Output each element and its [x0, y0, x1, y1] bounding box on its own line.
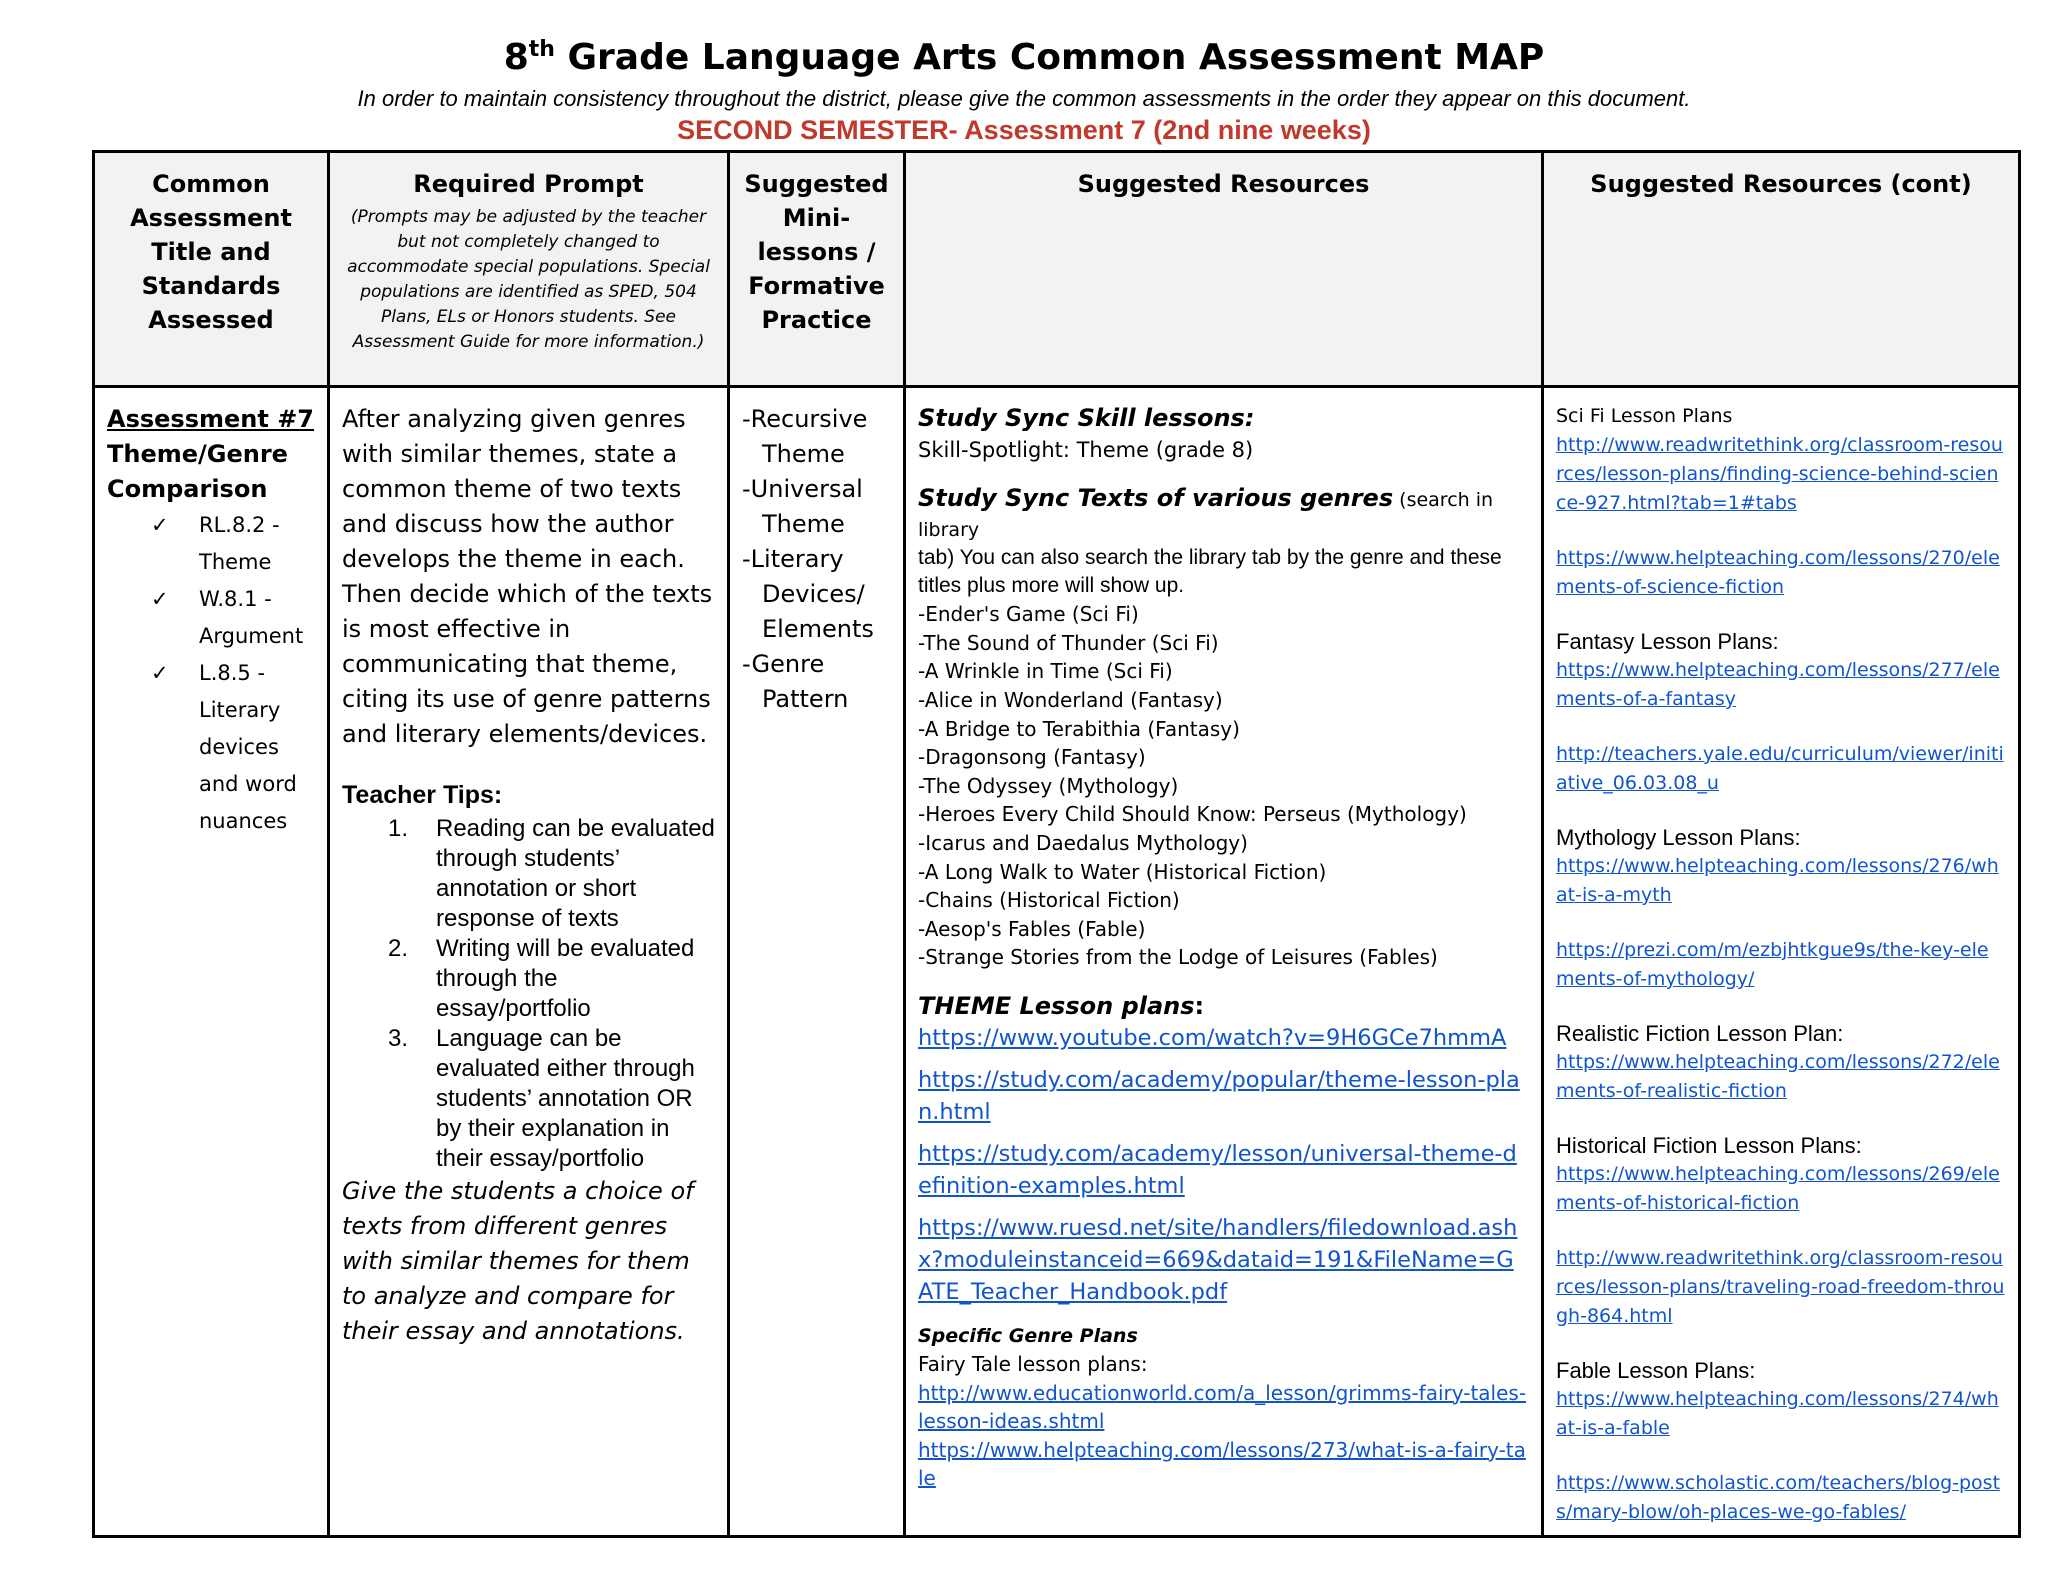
tip-text: Writing will be evaluated through the essay/portfolio: [436, 935, 695, 1022]
texts-heading: Study Sync Texts of various genres: [918, 484, 1394, 512]
checkmark-icon: ✓: [151, 513, 169, 537]
fable-label: Fable Lesson Plans:: [1556, 1358, 1756, 1383]
list-item: -The Odyssey (Mythology): [918, 773, 1179, 798]
table-body-row: [94, 387, 2020, 1537]
myth-link-helpteaching[interactable]: https://www.helpteaching.com/lessons/276/what-is-a-myth: [1556, 855, 1999, 906]
list-item: -The Sound of Thunder (Sci Fi): [918, 630, 1219, 655]
theme-heading-text: THEME Lesson plans: [918, 991, 1195, 1020]
theme-link-study-universal[interactable]: https://study.com/academy/lesson/universal-theme-definition-examples.html: [918, 1140, 1517, 1199]
realistic-fiction-label: Realistic Fiction Lesson Plan:: [1556, 1021, 1844, 1046]
fairy-link-educationworld[interactable]: http://www.educationworld.com/a_lesson/grimms-fairy-tales-lesson-ideas.shtml: [918, 1380, 1527, 1434]
list-item: -Universal Theme: [742, 475, 863, 538]
historical-link-readwritethink[interactable]: http://www.readwritethink.org/classroom-resources/lesson-plans/traveling-road-freedom-through-864.html: [1556, 1247, 2005, 1327]
teacher-tips-heading: Teacher Tips:: [342, 781, 503, 809]
checkmark-icon: ✓: [151, 587, 169, 611]
cell-assessment: [94, 387, 329, 1537]
assessment-number: Assessment #7: [107, 405, 314, 433]
fantasy-link-helpteaching[interactable]: https://www.helpteaching.com/lessons/277/elements-of-a-fantasy: [1556, 659, 2000, 710]
fantasy-label: Fantasy Lesson Plans:: [1556, 629, 1779, 654]
list-item: -Aesop's Fables (Fable): [918, 916, 1146, 941]
list-item: -A Long Walk to Water (Historical Fiction): [918, 859, 1327, 884]
list-item: -A Bridge to Terabithia (Fantasy): [918, 716, 1240, 741]
scifi-label: Sci Fi Lesson Plans: [1556, 405, 1733, 427]
page-title: [0, 36, 2048, 80]
list-item: -Alice in Wonderland (Fantasy): [918, 687, 1223, 712]
header-resources: [905, 152, 1543, 387]
realistic-link-helpteaching[interactable]: https://www.helpteaching.com/lessons/272/elements-of-realistic-fiction: [1556, 1051, 2000, 1102]
scifi-link-helpteaching[interactable]: https://www.helpteaching.com/lessons/270/elements-of-science-fiction: [1556, 547, 2000, 598]
header-col2-note: (Prompts may be adjusted by the teacher but not completely changed to accommodate special populations. Special populations are identified as SPED, 504 Plans, ELs or Honors students. See Assessment Guide for more information.): [347, 207, 710, 352]
cell-mini-lessons: [729, 387, 905, 1537]
theme-heading-colon: :: [1194, 991, 1205, 1020]
list-item: -Ender's Game (Sci Fi): [918, 602, 1139, 627]
header-col5-label: Suggested Resources (cont): [1590, 170, 1972, 198]
title-text: Grade Language Arts Common Assessment MAP: [554, 37, 1545, 78]
standard-label: L.8.5 - Literary devices and word nuances: [199, 661, 297, 833]
list-item: -A Wrinkle in Time (Sci Fi): [918, 659, 1173, 684]
skill-lessons-heading: Study Sync Skill lessons:: [918, 404, 1255, 432]
prompt-text: After analyzing given genres with similar themes, state a common theme of two texts and discuss how the author develops the theme in each. Then decide which of the texts is most effective in communicating that theme, citing its use of genre patterns and literary elements/devices.: [342, 405, 713, 748]
semester-heading: SECOND SEMESTER- Assessment 7 (2nd nine weeks): [677, 115, 1371, 145]
list-item: -Chains (Historical Fiction): [918, 888, 1180, 913]
assessment-title: Theme/Genre Comparison: [107, 440, 288, 503]
checkmark-icon: ✓: [151, 661, 169, 685]
skill-lesson-item: Skill-Spotlight: Theme (grade 8): [918, 438, 1254, 462]
specific-genre-heading: Specific Genre Plans: [918, 1324, 1138, 1347]
tip-text: Reading can be evaluated through students’ annotation or short response of texts: [436, 815, 715, 932]
header-col1-label: Common Assessment Title and Standards Assessed: [130, 170, 292, 334]
list-item: [107, 655, 315, 840]
header-required-prompt: [329, 152, 729, 387]
closing-note: Give the students a choice of texts from different genres with similar themes for them to analyze and compare for their essay and annotations.: [342, 1177, 694, 1345]
page-subtitle: In order to maintain consistency throughout the district, please give the common assessments in the order they appear on this document.: [357, 86, 1691, 111]
header-col4-label: Suggested Resources: [1077, 170, 1370, 198]
list-item: -Dragonsong (Fantasy): [918, 745, 1146, 770]
theme-link-gate-handbook[interactable]: https://www.ruesd.net/site/handlers/filedownload.ashx?moduleinstanceid=669&dataid=191&FileName=GATE_Teacher_Handbook.pdf: [918, 1214, 1518, 1305]
texts-list: [918, 600, 1529, 972]
scifi-link-readwritethink[interactable]: http://www.readwritethink.org/classroom-resources/lesson-plans/finding-science-behind-science-927.html?tab=1#tabs: [1556, 434, 2003, 514]
list-item: -Heroes Every Child Should Know: Perseus (Mythology): [918, 802, 1467, 827]
tip-number: 3.: [388, 1025, 409, 1052]
standards-list: [107, 507, 315, 840]
theme-link-youtube[interactable]: https://www.youtube.com/watch?v=9H6GCe7hmmA: [918, 1024, 1507, 1051]
list-item: -Recursive Theme: [742, 405, 868, 468]
teacher-tips-list: [342, 814, 715, 1174]
list-item: [107, 581, 315, 655]
header-col2-label: Required Prompt: [413, 170, 644, 198]
header-resources-cont: [1543, 152, 2020, 387]
assessment-table: [92, 150, 2021, 1538]
list-item: [107, 507, 315, 581]
fairy-link-helpteaching[interactable]: https://www.helpteaching.com/lessons/273/what-is-a-fairy-tale: [918, 1437, 1526, 1491]
theme-link-study-lesson-plan[interactable]: https://study.com/academy/popular/theme-lesson-plan.html: [918, 1066, 1520, 1125]
list-item: -Icarus and Daedalus Mythology): [918, 830, 1248, 855]
historical-link-helpteaching[interactable]: https://www.helpteaching.com/lessons/269/elements-of-historical-fiction: [1556, 1163, 2000, 1214]
title-grade: 8: [503, 37, 529, 78]
list-item: [342, 1024, 715, 1174]
historical-fiction-label: Historical Fiction Lesson Plans:: [1556, 1133, 1862, 1158]
fantasy-link-yale[interactable]: http://teachers.yale.edu/curriculum/viewer/initiative_06.03.08_u: [1556, 743, 2004, 794]
list-item: -Literary Devices/ Elements: [742, 545, 874, 643]
cell-resources: [905, 387, 1543, 1537]
table-header-row: [94, 152, 2020, 387]
cell-resources-cont: [1543, 387, 2020, 1537]
texts-note-start: (search in library: [918, 489, 1494, 541]
list-item: [342, 814, 715, 934]
theme-heading: [918, 992, 1204, 1020]
header-col3-label: Suggested Mini-lessons / Formative Practice: [744, 170, 889, 334]
tip-number: 2.: [388, 935, 409, 962]
texts-note: tab) You can also search the library tab by the genre and these titles plus more will show up.: [918, 546, 1502, 598]
mythology-label: Mythology Lesson Plans:: [1556, 825, 1801, 850]
standard-label: W.8.1 - Argument: [199, 587, 304, 648]
title-superscript: th: [528, 37, 555, 62]
fable-link-scholastic[interactable]: https://www.scholastic.com/teachers/blog-posts/mary-blow/oh-places-we-go-fables/: [1556, 1472, 2001, 1523]
header-mini-lessons: [729, 152, 905, 387]
tip-number: 1.: [388, 815, 409, 842]
list-item: -Genre Pattern: [742, 650, 849, 713]
myth-link-prezi[interactable]: https://prezi.com/m/ezbjhtkgue9s/the-key-elements-of-mythology/: [1556, 939, 1989, 990]
list-item: [342, 934, 715, 1024]
standard-label: RL.8.2 - Theme: [199, 513, 280, 574]
cell-prompt: [329, 387, 729, 1537]
fable-link-helpteaching[interactable]: https://www.helpteaching.com/lessons/274/what-is-a-fable: [1556, 1388, 1999, 1439]
tip-text: Language can be evaluated either through students’ annotation OR by their explanation in their essay/portfolio: [436, 1025, 695, 1172]
fairy-tale-label: Fairy Tale lesson plans:: [918, 1351, 1148, 1376]
list-item: -Strange Stories from the Lodge of Leisures (Fables): [918, 945, 1438, 970]
header-title-standards: [94, 152, 329, 387]
mini-lessons-list: [742, 402, 891, 717]
